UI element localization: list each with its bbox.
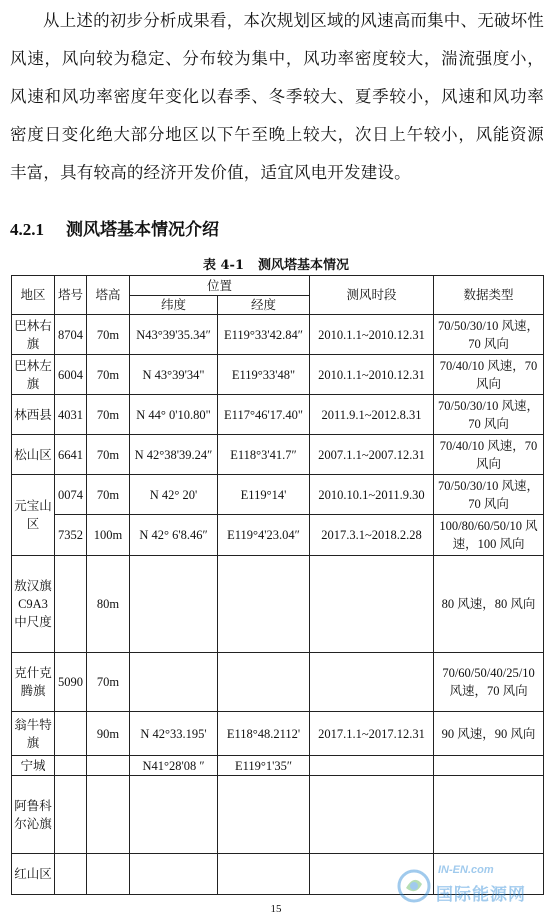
cell-region: 巴林右旗 bbox=[12, 315, 55, 355]
cell-region: 克什克腾旗 bbox=[12, 653, 55, 712]
header-height: 塔高 bbox=[87, 276, 130, 315]
in-en-logo-icon bbox=[394, 866, 434, 906]
cell-data-type: 80 风速，80 风向 bbox=[434, 556, 544, 653]
table-row bbox=[12, 776, 544, 854]
cell-data-type bbox=[434, 776, 544, 854]
cell-period bbox=[310, 556, 434, 653]
header-region: 地区 bbox=[12, 276, 55, 315]
cell-region: 敖汉旗C9A3中尺度 bbox=[12, 556, 55, 653]
page-number: 15 bbox=[270, 903, 282, 915]
cell-longitude: E119°1'35″ bbox=[218, 756, 310, 776]
cell-longitude: E118°3'41.7″ bbox=[218, 435, 310, 475]
cell-data-type: 70/40/10 风速，70 风向 bbox=[434, 435, 544, 475]
cell-longitude: E119°33'48" bbox=[218, 355, 310, 395]
cell-height bbox=[87, 854, 130, 895]
cell-data-type: 70/50/30/10 风速，70 风向 bbox=[434, 395, 544, 435]
site-watermark bbox=[394, 858, 544, 914]
cell-data-type: 70/50/30/10 风速，70 风向 bbox=[434, 315, 544, 355]
cell-data-type: 70/50/30/10 风速，70 风向 bbox=[434, 475, 544, 515]
watermark-name: 国际能源网 bbox=[436, 885, 526, 905]
cell-height: 70m bbox=[87, 355, 130, 395]
cell-longitude: E119°33'42.84″ bbox=[218, 315, 310, 355]
cell-region: 翁牛特旗 bbox=[12, 712, 55, 756]
section-heading bbox=[10, 215, 219, 240]
cell-data-type: 90 风速，90 风向 bbox=[434, 712, 544, 756]
cell-longitude: E118°48.2112' bbox=[218, 712, 310, 756]
cell-longitude: E119°14' bbox=[218, 475, 310, 515]
cell-height: 70m bbox=[87, 475, 130, 515]
cell-tower-no: 8704 bbox=[55, 315, 87, 355]
cell-period bbox=[310, 776, 434, 854]
cell-region: 巴林左旗 bbox=[12, 355, 55, 395]
cell-latitude: N 43°39'34" bbox=[130, 355, 218, 395]
cell-height: 80m bbox=[87, 556, 130, 653]
table-row bbox=[12, 712, 544, 756]
cell-longitude: E119°4'23.04″ bbox=[218, 515, 310, 556]
cell-height: 70m bbox=[87, 435, 130, 475]
cell-tower-no bbox=[55, 556, 87, 653]
cell-latitude: N 42° 20' bbox=[130, 475, 218, 515]
cell-region: 红山区 bbox=[12, 854, 55, 895]
table-row bbox=[12, 556, 544, 653]
cell-region: 元宝山区 bbox=[12, 475, 55, 556]
table-row bbox=[12, 653, 544, 712]
cell-period bbox=[310, 756, 434, 776]
cell-height: 70m bbox=[87, 315, 130, 355]
cell-longitude bbox=[218, 556, 310, 653]
cell-latitude: N 42°33.195' bbox=[130, 712, 218, 756]
section-number: 4.2.1 bbox=[10, 220, 44, 239]
cell-tower-no: 7352 bbox=[55, 515, 87, 556]
header-latitude: 纬度 bbox=[130, 296, 218, 315]
cell-tower-no: 0074 bbox=[55, 475, 87, 515]
cell-tower-no bbox=[55, 712, 87, 756]
header-tower-no: 塔号 bbox=[55, 276, 87, 315]
table-row bbox=[12, 515, 544, 556]
tower-info-table bbox=[11, 275, 544, 895]
cell-height: 70m bbox=[87, 653, 130, 712]
section-title: 测风塔基本情况介绍 bbox=[66, 220, 219, 240]
table-row bbox=[12, 475, 544, 515]
cell-data-type: 70/40/10 风速，70 风向 bbox=[434, 355, 544, 395]
cell-latitude bbox=[130, 556, 218, 653]
cell-tower-no: 6004 bbox=[55, 355, 87, 395]
table-caption-number: 表 4-1 bbox=[202, 258, 244, 273]
cell-period: 2010.1.1~2010.12.31 bbox=[310, 355, 434, 395]
cell-longitude bbox=[218, 653, 310, 712]
cell-region: 宁城 bbox=[12, 756, 55, 776]
cell-latitude bbox=[130, 776, 218, 854]
table-caption-title: 测风塔基本情况 bbox=[258, 258, 350, 273]
table-row bbox=[12, 435, 544, 475]
cell-tower-no bbox=[55, 854, 87, 895]
cell-period: 2017.1.1~2017.12.31 bbox=[310, 712, 434, 756]
cell-tower-no: 4031 bbox=[55, 395, 87, 435]
table-row bbox=[12, 395, 544, 435]
cell-period: 2007.1.1~2007.12.31 bbox=[310, 435, 434, 475]
cell-region: 阿鲁科尔沁旗 bbox=[12, 776, 55, 854]
cell-period: 2010.1.1~2010.12.31 bbox=[310, 315, 434, 355]
cell-period: 2017.3.1~2018.2.28 bbox=[310, 515, 434, 556]
cell-latitude: N43°39'35.34″ bbox=[130, 315, 218, 355]
header-position: 位置 bbox=[130, 276, 310, 296]
cell-height: 70m bbox=[87, 395, 130, 435]
cell-tower-no bbox=[55, 776, 87, 854]
cell-latitude: N 44° 0'10.80" bbox=[130, 395, 218, 435]
table-row bbox=[12, 355, 544, 395]
cell-data-type: 100/80/60/50/10 风速，100 风向 bbox=[434, 515, 544, 556]
cell-longitude bbox=[218, 854, 310, 895]
cell-longitude: E117°46'17.40" bbox=[218, 395, 310, 435]
intro-paragraph: 从上述的初步分析成果看，本次规划区域的风速高而集中、无破坏性风速，风向较为稳定、分布较为集中，风功率密度较大，湍流强度小，风速和风功率密度年变化以春季、冬季较大、夏季较小，风速和风功率密度日变化绝大部分地区以下午至晚上较大，次日上午较小，风能资源丰富，具有较高的经济开发价值，适宜风电开发建设。 bbox=[10, 11, 544, 182]
cell-tower-no: 6641 bbox=[55, 435, 87, 475]
cell-height bbox=[87, 776, 130, 854]
header-data-type: 数据类型 bbox=[434, 276, 544, 315]
header-period: 测风时段 bbox=[310, 276, 434, 315]
cell-tower-no: 5090 bbox=[55, 653, 87, 712]
cell-latitude bbox=[130, 653, 218, 712]
cell-period bbox=[310, 653, 434, 712]
cell-latitude: N 42° 6'8.46″ bbox=[130, 515, 218, 556]
table-row bbox=[12, 315, 544, 355]
cell-latitude: N 42°38'39.24″ bbox=[130, 435, 218, 475]
cell-region: 林西县 bbox=[12, 395, 55, 435]
cell-height bbox=[87, 756, 130, 776]
cell-height: 90m bbox=[87, 712, 130, 756]
cell-period: 2011.9.1~2012.8.31 bbox=[310, 395, 434, 435]
cell-height: 100m bbox=[87, 515, 130, 556]
cell-longitude bbox=[218, 776, 310, 854]
watermark-domain: IN-EN.com bbox=[438, 864, 494, 876]
cell-period: 2010.10.1~2011.9.30 bbox=[310, 475, 434, 515]
cell-latitude: N41°28'08 ″ bbox=[130, 756, 218, 776]
header-longitude: 经度 bbox=[218, 296, 310, 315]
cell-tower-no bbox=[55, 756, 87, 776]
cell-region: 松山区 bbox=[12, 435, 55, 475]
cell-data-type bbox=[434, 756, 544, 776]
table-row bbox=[12, 756, 544, 776]
cell-latitude bbox=[130, 854, 218, 895]
table-caption bbox=[0, 254, 552, 273]
cell-data-type: 70/60/50/40/25/10 风速，70 风向 bbox=[434, 653, 544, 712]
